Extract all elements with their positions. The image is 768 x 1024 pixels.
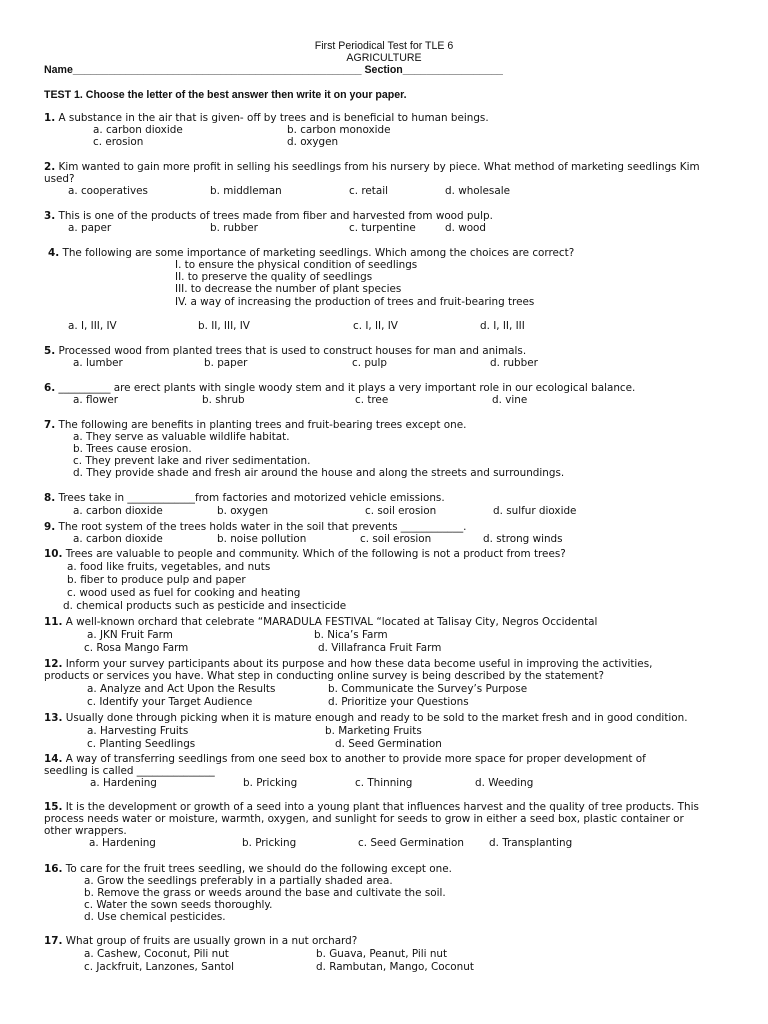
question-12-cont: products or services you have. What step in conducting online survey is being described by the statement?: [44, 670, 604, 682]
q8-choice-c: c. soil erosion: [365, 505, 437, 517]
q13-choice-b: b. Marketing Fruits: [325, 725, 422, 737]
q7-choice-c: c. They prevent lake and river sedimentation.: [73, 455, 311, 467]
q16-choice-d: d. Use chemical pesticides.: [84, 911, 226, 923]
q11-choice-b: b. Nica’s Farm: [314, 629, 388, 641]
q4-choice-c: c. I, II, IV: [353, 320, 398, 332]
q9-choice-d: d. strong winds: [483, 533, 563, 545]
question-9: 9. The root system of the trees holds water in the soil that prevents ____________.: [44, 521, 467, 533]
question-6: 6. __________ are erect plants with single woody stem and it plays a very important role in our ecological balance.: [44, 382, 636, 394]
q12-choice-a: a. Analyze and Act Upon the Results: [87, 683, 276, 695]
q10-choice-c: c. wood used as fuel for cooking and heating: [67, 587, 301, 599]
question-7: 7. The following are benefits in planting trees and fruit-bearing trees except one.: [44, 419, 467, 431]
q1-choice-d: d. oxygen: [287, 136, 339, 148]
q6-choice-b: b. shrub: [202, 394, 245, 406]
question-2-cont: used?: [44, 173, 75, 185]
q1-choice-b: b. carbon monoxide: [287, 124, 391, 136]
q15-choice-b: b. Pricking: [242, 837, 297, 849]
question-5: 5. Processed wood from planted trees that is used to construct houses for man and animals.: [44, 345, 527, 357]
question-11: 11. A well-known orchard that celebrate “MARADULA FESTIVAL “located at Talisay City, Negros Occidental: [44, 616, 598, 628]
q7-choice-a: a. They serve as valuable wildlife habitat.: [73, 431, 290, 443]
question-14: 14. A way of transferring seedlings from one seed box to another to provide more space for proper development of: [44, 753, 646, 765]
q13-choice-d: d. Seed Germination: [335, 738, 442, 750]
q11-choice-c: c. Rosa Mango Farm: [84, 642, 189, 654]
q6-choice-c: c. tree: [355, 394, 389, 406]
q14-choice-d: d. Weeding: [475, 777, 534, 789]
q5-choice-a: a. lumber: [73, 357, 123, 369]
q8-choice-d: d. sulfur dioxide: [493, 505, 577, 517]
question-8: 8. Trees take in _____________from factories and motorized vehicle emissions.: [44, 492, 445, 504]
q14-choice-b: b. Pricking: [243, 777, 298, 789]
q17-choice-a: a. Cashew, Coconut, Pili nut: [84, 948, 229, 960]
q11-choice-a: a. JKN Fruit Farm: [87, 629, 173, 641]
q3-choice-b: b. rubber: [210, 222, 258, 234]
q4-item-1: I. to ensure the physical condition of seedlings: [175, 259, 418, 271]
q14-choice-a: a. Hardening: [90, 777, 157, 789]
subject-label: AGRICULTURE: [346, 52, 422, 64]
q16-choice-c: c. Water the sown seeds thoroughly.: [84, 899, 273, 911]
q15-choice-a: a. Hardening: [89, 837, 156, 849]
q3-choice-c: c. turpentine: [349, 222, 416, 234]
q2-choice-a: a. cooperatives: [68, 185, 148, 197]
q8-choice-a: a. carbon dioxide: [73, 505, 163, 517]
q11-choice-d: d. Villafranca Fruit Farm: [318, 642, 442, 654]
question-15-cont-1: process needs water or moisture, warmth, oxygen, and sunlight for seeds to grow in either a seed box, plastic container or: [44, 813, 684, 825]
q6-choice-a: a. flower: [73, 394, 119, 406]
q4-item-4: IV. a way of increasing the production of trees and fruit-bearing trees: [175, 296, 535, 308]
q15-choice-c: c. Seed Germination: [358, 837, 464, 849]
q4-choice-d: d. I, II, III: [480, 320, 525, 332]
q1-choice-c: c. erosion: [93, 136, 144, 148]
q12-choice-c: c. Identify your Target Audience: [87, 696, 253, 708]
q2-choice-b: b. middleman: [210, 185, 282, 197]
q12-choice-b: b. Communicate the Survey’s Purpose: [328, 683, 528, 695]
q2-choice-d: d. wholesale: [445, 185, 510, 197]
q1-choice-a: a. carbon dioxide: [93, 124, 183, 136]
q17-choice-c: c. Jackfruit, Lanzones, Santol: [84, 961, 234, 973]
q5-choice-d: d. rubber: [490, 357, 538, 369]
question-4: 4. The following are some importance of marketing seedlings. Which among the choices are correct?: [48, 247, 575, 259]
question-12: 12. Inform your survey participants about its purpose and how these data become useful in improving the activities,: [44, 658, 653, 670]
q3-choice-a: a. paper: [68, 222, 112, 234]
q4-choice-a: a. I, III, IV: [68, 320, 117, 332]
q8-choice-b: b. oxygen: [217, 505, 269, 517]
question-1: 1. A substance in the air that is given- off by trees and is beneficial to human beings.: [44, 112, 489, 124]
page-title: First Periodical Test for TLE 6: [314, 40, 454, 52]
q5-choice-c: c. pulp: [352, 357, 387, 369]
q10-choice-a: a. food like fruits, vegetables, and nuts: [67, 561, 271, 573]
question-16: 16. To care for the fruit trees seedling, we should do the following except one.: [44, 863, 452, 875]
question-15-cont-2: other wrappers.: [44, 825, 127, 837]
q16-choice-a: a. Grow the seedlings preferably in a partially shaded area.: [84, 875, 393, 887]
q10-choice-b: b. fiber to produce pulp and paper: [67, 574, 246, 586]
q4-item-3: III. to decrease the number of plant species: [175, 283, 402, 295]
question-3: 3. This is one of the products of trees made from fiber and harvested from wood pulp.: [44, 210, 493, 222]
question-14-cont: seedling is called _______________: [44, 765, 215, 777]
q4-choice-b: b. II, III, IV: [198, 320, 250, 332]
test-instruction: TEST 1. Choose the letter of the best answer then write it on your paper.: [44, 89, 407, 101]
q5-choice-b: b. paper: [204, 357, 248, 369]
question-17: 17. What group of fruits are usually grown in a nut orchard?: [44, 935, 358, 947]
q13-choice-a: a. Harvesting Fruits: [87, 725, 189, 737]
q16-choice-b: b. Remove the grass or weeds around the base and cultivate the soil.: [84, 887, 446, 899]
q17-choice-b: b. Guava, Peanut, Pili nut: [316, 948, 448, 960]
question-15: 15. It is the development or growth of a seed into a young plant that influences harvest and the quality of tree products. This: [44, 801, 699, 813]
q7-choice-d: d. They provide shade and fresh air around the house and along the streets and surroundings.: [73, 467, 565, 479]
q15-choice-d: d. Transplanting: [489, 837, 573, 849]
q4-item-2: II. to preserve the quality of seedlings: [175, 271, 373, 283]
q6-choice-d: d. vine: [492, 394, 528, 406]
q3-choice-d: d. wood: [445, 222, 487, 234]
question-2: 2. Kim wanted to gain more profit in selling his seedlings from his nursery by piece. What method of marketing seedlings Kim: [44, 161, 700, 173]
q7-choice-b: b. Trees cause erosion.: [73, 443, 192, 455]
q9-choice-b: b. noise pollution: [217, 533, 307, 545]
q9-choice-a: a. carbon dioxide: [73, 533, 163, 545]
q9-choice-c: c. soil erosion: [360, 533, 432, 545]
q13-choice-c: c. Planting Seedlings: [87, 738, 196, 750]
q2-choice-c: c. retail: [349, 185, 388, 197]
question-13: 13. Usually done through picking when it is mature enough and ready to be sold to the market fresh and in good condition.: [44, 712, 688, 724]
q14-choice-c: c. Thinning: [355, 777, 413, 789]
q10-choice-d: d. chemical products such as pesticide and insecticide: [63, 600, 347, 612]
q17-choice-d: d. Rambutan, Mango, Coconut: [316, 961, 474, 973]
question-10: 10. Trees are valuable to people and community. Which of the following is not a product from trees?: [44, 548, 566, 560]
q12-choice-d: d. Prioritize your Questions: [328, 696, 469, 708]
name-section-line: Name_________________________________________________ Section_________________: [44, 64, 503, 76]
